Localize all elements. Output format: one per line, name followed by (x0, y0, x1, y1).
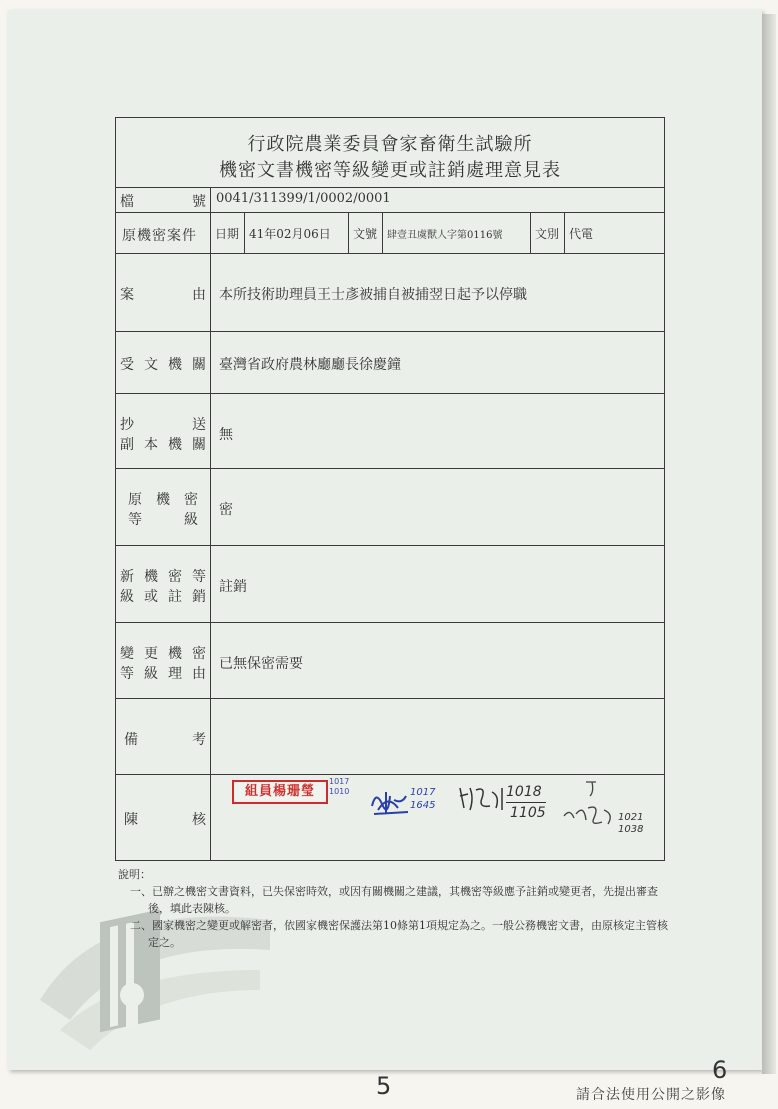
value-original-level: 密 (219, 502, 233, 518)
signature-2-time: 1018 1105 (506, 784, 546, 821)
value-cc: 無 (219, 427, 233, 443)
row-cc (116, 394, 664, 469)
label-cc: 抄 送 副 本 機 關 (116, 394, 211, 468)
page-number-left: 5 (376, 1072, 392, 1100)
note-item: 二、國家機密之變更或解密者，依國家機密保護法第10條第1項規定為之。一般公務機密文書，由原核定主管核定之。 (130, 919, 668, 949)
row-original-case (116, 213, 664, 254)
label-subject: 案 由 (116, 254, 211, 331)
row-recipient (116, 332, 664, 394)
row-remarks (116, 699, 664, 775)
label-date: 日期 (211, 213, 245, 253)
reviewer-stamp: 組員楊珊瑩 (232, 780, 328, 804)
signature-1-time: 1017 1645 (410, 787, 436, 811)
value-subject: 本所技術助理員王士彥被捕自被捕翌日起予以停職 (219, 287, 527, 303)
page-number-right: 6 (712, 1056, 728, 1084)
label-file-no: 檔 號 (116, 187, 211, 212)
signature-3-scribble (556, 778, 620, 828)
notes-heading: 說明： (118, 868, 151, 881)
row-subject (116, 254, 664, 332)
value-date: 41年02月06日 (245, 213, 349, 253)
stamp-time: 1017 1010 (329, 777, 350, 796)
page-edge-shadow (762, 14, 776, 1074)
row-original-level (116, 469, 664, 546)
label-review: 陳 核 (116, 775, 211, 860)
note-item: 一、已辦之機密文書資料，已失保密時效，或因有關機關之建議，其機密等級應予註銷或變更者，先提出審查後，填此表陳核。 (130, 885, 658, 915)
row-file-no (116, 187, 664, 213)
label-remarks: 備 考 (116, 699, 211, 774)
value-new-level: 註銷 (219, 579, 247, 595)
value-change-reason: 已無保密需要 (219, 656, 303, 672)
label-new-level: 新 機 密 等 級 或 註 銷 (116, 546, 211, 622)
form-notes (118, 866, 678, 951)
label-change-reason: 變 更 機 密 等 級 理 由 (116, 623, 211, 698)
row-new-level (116, 546, 664, 623)
label-recipient: 受 文 機 關 (116, 332, 211, 393)
form-title-block (116, 118, 664, 188)
label-original-case: 原機密案件 (116, 213, 211, 253)
disposition-form-table (115, 117, 665, 861)
form-title-agency: 行政院農業委員會家畜衛生試驗所 (247, 134, 533, 155)
signature-3-time: 1021 1038 (618, 812, 644, 835)
signature-1-scribble (368, 784, 412, 818)
value-recipient: 臺灣省政府農林廳廳長徐慶鐘 (219, 357, 401, 373)
label-original-level: 原 機 密 等 級 (116, 469, 211, 545)
value-doc-no: 肆壹丑虞獸人字第0116號 (383, 213, 531, 253)
value-doc-type: 代電 (569, 226, 594, 241)
usage-notice: 請合法使用公開之影像 (576, 1087, 726, 1103)
label-doc-type: 文別 (531, 213, 565, 253)
form-title-name: 機密文書機密等級變更或註銷處理意見表 (219, 160, 561, 181)
label-doc-no: 文號 (349, 213, 383, 253)
signature-2-scribble (456, 782, 508, 816)
value-file-no: 0041/311399/1/0002/0001 (216, 191, 391, 206)
row-change-reason (116, 623, 664, 699)
